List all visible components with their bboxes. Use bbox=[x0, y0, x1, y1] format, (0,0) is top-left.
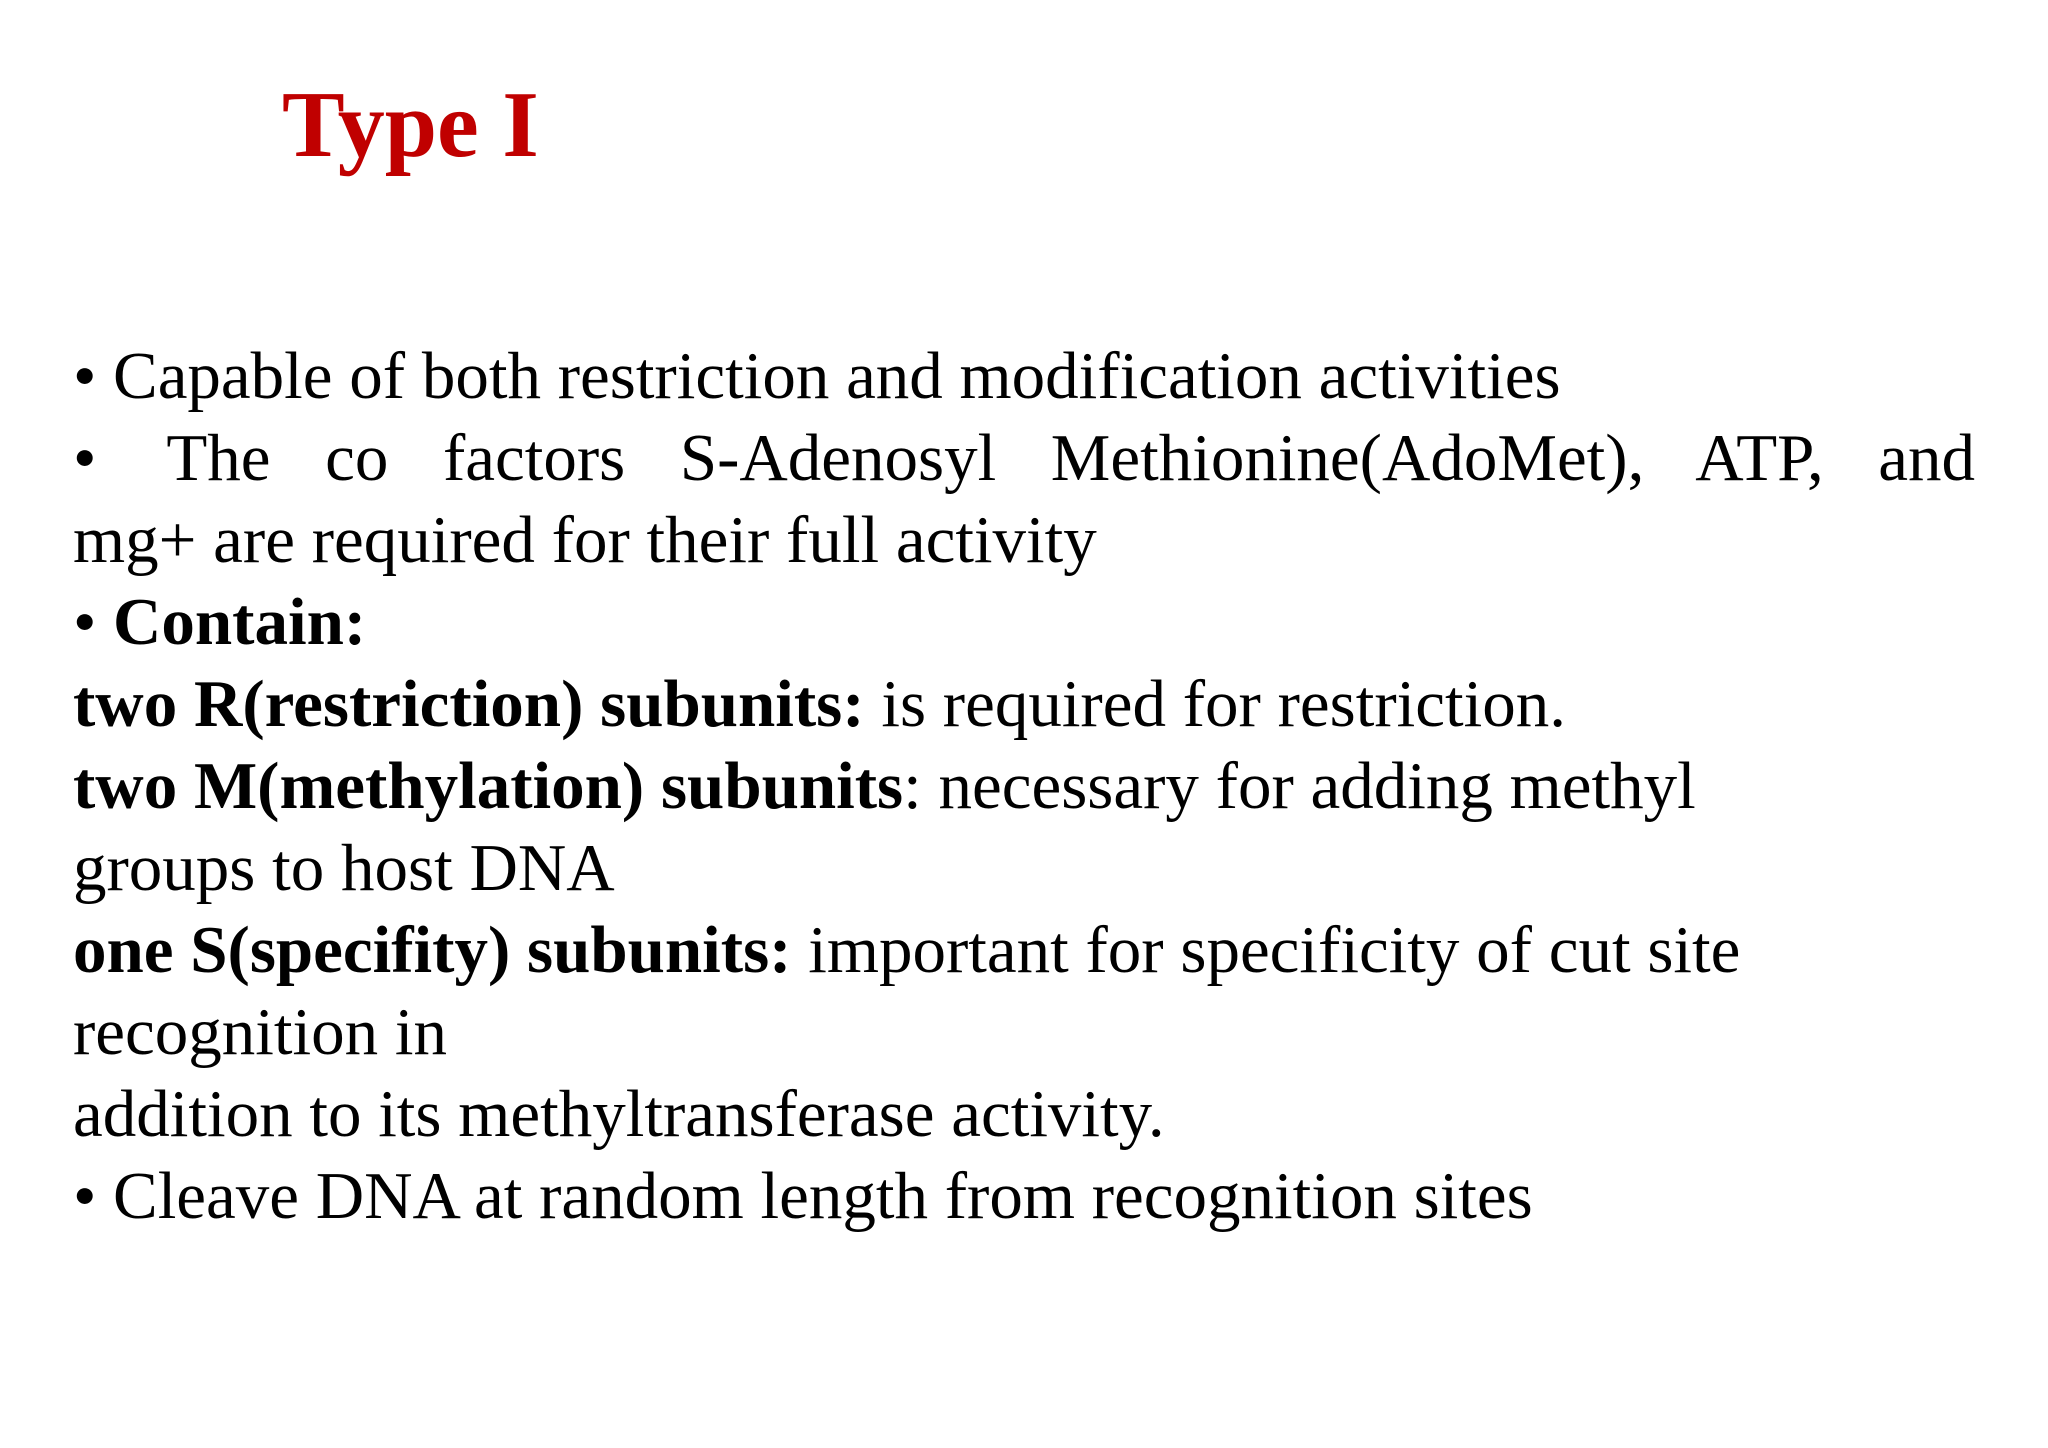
r-subunit-label: two R(restriction) subunits: bbox=[73, 667, 865, 741]
bullet-line-capable bbox=[73, 335, 1975, 417]
s-subunit-text: important for specificity of cut site bbox=[791, 913, 1741, 987]
m-subunit-text: : necessary for adding methyl bbox=[903, 749, 1696, 823]
bullet-icon: • bbox=[73, 585, 97, 659]
cofactors-word: The bbox=[166, 421, 271, 495]
r-subunit-text: is required for restriction. bbox=[864, 667, 1566, 741]
cofactors-word: ATP, bbox=[1695, 421, 1824, 495]
m-subunit-line bbox=[73, 745, 1975, 827]
slide-title: Type I bbox=[282, 73, 539, 177]
bullet-line-cleave bbox=[73, 1155, 1975, 1237]
cofactors-word: Methionine(AdoMet), bbox=[1050, 421, 1645, 495]
cofactors-word: S-Adenosyl bbox=[679, 421, 997, 495]
s-subunit-addition: addition to its methyltransferase activity. bbox=[73, 1077, 1165, 1151]
capable-text: Capable of both restriction and modification activities bbox=[113, 339, 1561, 413]
bullet-icon: • bbox=[73, 339, 97, 413]
s-subunit-line bbox=[73, 909, 1975, 991]
cofactors-word: co bbox=[325, 421, 389, 495]
r-subunit-line bbox=[73, 663, 1975, 745]
slide-body bbox=[73, 335, 1975, 1237]
cofactors-continuation: mg+ are required for their full activity bbox=[73, 503, 1097, 577]
m-subunit-label: two M(methylation) subunits bbox=[73, 749, 904, 823]
bullet-line-cofactors bbox=[73, 417, 1975, 499]
bullet-icon: • bbox=[73, 421, 97, 495]
cofactors-word: and bbox=[1878, 421, 1976, 495]
s-subunit-continuation: recognition in bbox=[73, 995, 447, 1069]
s-subunit-label: one S(specifity) subunits: bbox=[73, 913, 792, 987]
contain-heading: Contain: bbox=[113, 585, 367, 659]
cleave-text: Cleave DNA at random length from recognition sites bbox=[113, 1159, 1533, 1233]
m-subunit-continuation: groups to host DNA bbox=[73, 831, 615, 905]
bullet-line-contain bbox=[73, 581, 1975, 663]
cofactors-word: factors bbox=[442, 421, 626, 495]
bullet-icon: • bbox=[73, 1159, 97, 1233]
